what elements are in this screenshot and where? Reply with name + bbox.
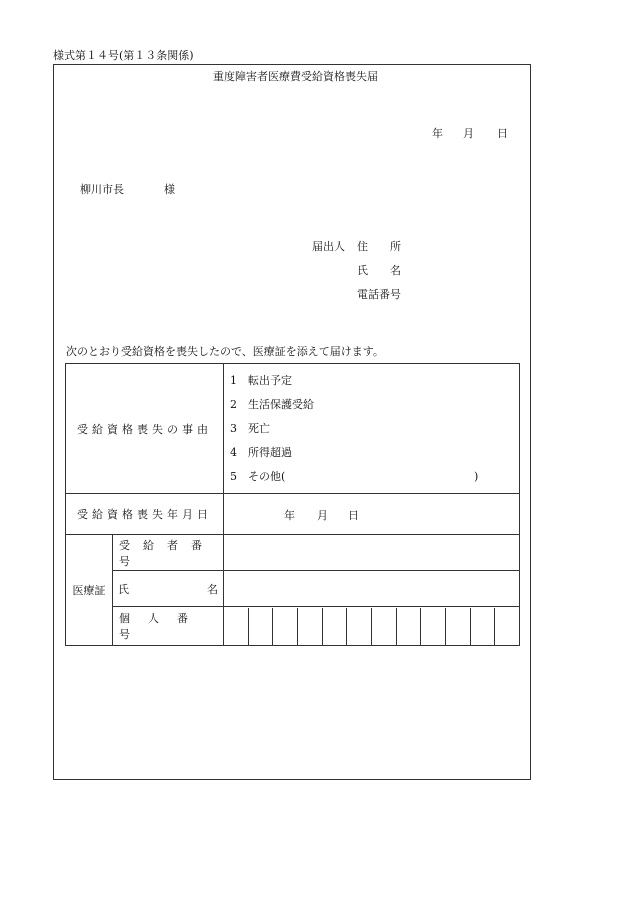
digit-box[interactable]: [322, 608, 347, 645]
card-name-field[interactable]: [224, 571, 520, 607]
personal-number-boxes: [224, 608, 519, 645]
digit-box[interactable]: [272, 608, 297, 645]
digit-box[interactable]: [297, 608, 322, 645]
form-number: 様式第１４号(第１３条関係): [53, 49, 194, 62]
digit-box[interactable]: [445, 608, 470, 645]
digit-box[interactable]: [420, 608, 445, 645]
reason-item: 1 転出予定: [230, 373, 292, 387]
form-title: 重度障害者医療費受給資格喪失届: [213, 70, 378, 83]
date-year: 年: [432, 127, 443, 140]
reason-item: 4 所得超過: [230, 445, 292, 459]
digit-box[interactable]: [371, 608, 396, 645]
personal-number-field[interactable]: [224, 607, 520, 646]
digit-box[interactable]: [396, 608, 421, 645]
loss-date-field[interactable]: [224, 494, 520, 535]
recipient-number-field[interactable]: [224, 535, 520, 571]
recipient-number-label: 受給者番号: [113, 535, 224, 571]
reason-item: 3 死亡: [230, 421, 270, 435]
name-label: 氏 名: [357, 264, 401, 277]
reason-list: [224, 364, 520, 494]
digit-box[interactable]: [224, 608, 248, 645]
phone-label: 電話番号: [357, 288, 401, 301]
reason-item: 2 生活保護受給: [230, 397, 314, 411]
digit-box[interactable]: [346, 608, 371, 645]
loss-date-month: 月: [317, 509, 328, 522]
loss-date-day: 日: [348, 509, 359, 522]
digit-box[interactable]: [248, 608, 273, 645]
statement-text: 次のとおり受給資格を喪失したので、医療証を添えて届けます。: [66, 345, 384, 358]
personal-number-label: 個人番号: [113, 607, 224, 646]
reason-item-other: 5 その他( ): [230, 465, 519, 489]
addressee-name: 柳川市長: [80, 183, 124, 196]
addressee-honorific: 様: [164, 183, 175, 196]
medical-card-header: 医療証: [66, 535, 113, 646]
loss-date-header: 受給資格喪失年月日: [66, 494, 224, 535]
other-close-paren: ): [474, 469, 479, 483]
reason-header: 受給資格喪失の事由: [66, 364, 224, 494]
digit-box[interactable]: [470, 608, 495, 645]
card-name-label: 氏 名: [113, 571, 224, 607]
digit-box[interactable]: [494, 608, 519, 645]
loss-table: [65, 363, 520, 646]
notifier-label: 届出人: [312, 240, 345, 253]
address-label: 住 所: [357, 240, 401, 253]
loss-date-year: 年: [284, 509, 295, 522]
date-day: 日: [497, 127, 508, 140]
date-month: 月: [463, 127, 474, 140]
